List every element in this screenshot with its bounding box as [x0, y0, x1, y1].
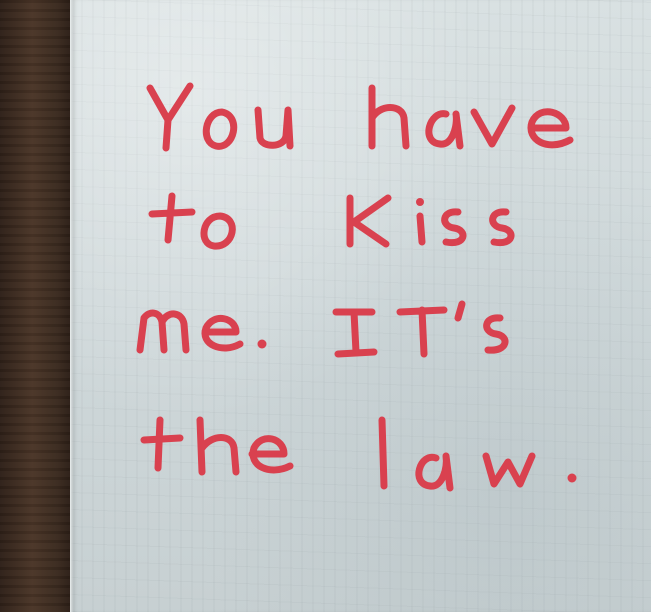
graffiti-row-me-its — [140, 304, 505, 354]
graffiti-row-to-kiss — [152, 196, 511, 246]
graffiti-row-you-have — [150, 86, 570, 148]
graffiti-row-the-law — [144, 420, 577, 488]
